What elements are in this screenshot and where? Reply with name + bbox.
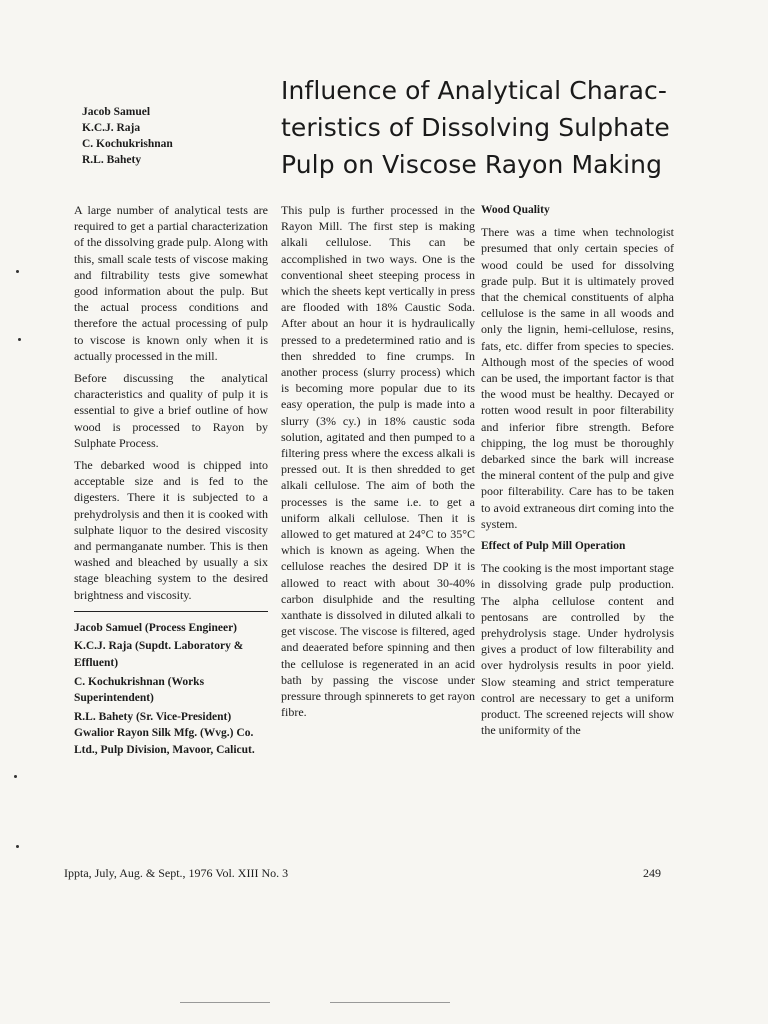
author-name: K.C.J. Raja: [82, 122, 141, 134]
author-list: [82, 104, 242, 168]
author-affiliations: [74, 620, 268, 759]
affiliation: Jacob Samuel (Process Engineer): [74, 621, 238, 634]
page-number: 249: [643, 866, 661, 880]
journal-citation: Ippta, July, Aug. & Sept., 1976 Vol. XIII No. 3: [64, 866, 289, 880]
column-2: [281, 202, 475, 727]
body-paragraph: The cooking is the most important stage in dissolving grade pulp production. The alpha cellulose content and pentosans are controlled by the prehydrolysis stage. Under hydrolysis gives a product of low filterability and over hydrolysis results in poor yield. Slow steaming and strict temperature control are necessary to get a uniform product. The screened rejects will show the uniformity of the: [481, 561, 674, 738]
column-1: [74, 202, 268, 761]
title-line: Influence of Analytical Charac-: [281, 76, 667, 105]
scan-speck: [16, 845, 19, 848]
affiliation: C. Kochukrishnan (Works Superintendent): [74, 675, 205, 705]
scan-speck: [14, 775, 17, 778]
scan-artifact-line: [180, 1002, 270, 1003]
author-name: Jacob Samuel: [82, 106, 151, 118]
affiliation: K.C.J. Raja (Supdt. Laboratory & Effluent): [74, 640, 244, 670]
title-line: teristics of Dissolving Sulphate: [281, 113, 670, 142]
affiliation: R.L. Bahety (Sr. Vice-President) Gwalior Rayon Silk Mfg. (Wvg.) Co. Ltd., Pulp Division, Mavoor, Calicut.: [74, 710, 255, 757]
article-title: [281, 72, 751, 183]
column-3: [481, 202, 674, 745]
body-paragraph: The debarked wood is chipped into acceptable size and is fed to the digesters. There it is subjected to a prehydrolysis and then it is cooked with sulphate liquor to the desired viscosity and permanganate number. This is then washed and bleached by usually a six stage bleaching system to the desired brightness and viscosity.: [74, 458, 268, 602]
scan-speck: [18, 338, 21, 341]
title-line: Pulp on Viscose Rayon Making: [281, 150, 663, 179]
divider: [74, 611, 268, 612]
body-paragraph: Before discussing the analytical characteristics and quality of pulp it is essential to give a brief outline of how wood is processed to Rayon by Sulphate Process.: [74, 371, 268, 450]
body-paragraph: There was a time when technologist presumed that only certain species of wood could be used for dissolving grade pulp. But it is ultimately proved that the chemical constituents of alpha cellulose is the same in all woods and only the lignin, hemi-cellulose, resins, fats, etc. differ from species to species. Although most of the species of wood can be used, the important factor is that the wood must be healthy. Decayed or rotten wood result in poor filterability and inferior fibre strength. Before chipping, the log must be thoroughly debarked since the bark will increase the mineral content of the pulp and give poor filterability. Care has to be taken to avoid extraneous dirt coming into the system.: [481, 225, 674, 531]
section-heading: Effect of Pulp Mill Operation: [481, 540, 626, 553]
section-heading: Wood Quality: [481, 204, 550, 216]
body-paragraph: This pulp is further processed in the Rayon Mill. The first step is making alkali cellulose. This can be accomplished in two ways. One is the conventional sheet steeping process in which the sheets kept vertically in press are flooded with 18% Caustic Soda. After about an hour it is hydraulically pressed to a predetermined ratio and is then shredded to fine crumps. In another process (slurry process) which is becoming more popular due to its easy operation, the pulp is made into a slurry (3% cy.) in 18% caustic soda solution, agitated and then pumped to a filtering press where the excess alkali is pressed out. It is then shredded to get alkali cellulose. The aim of both the processes is the same i.e. to get a uniform alkali cellulose. Then it is allowed to get matured at 24°C to 35°C which is known as ageing. When the cellulose reaches the desired DP it is allowed to react with about 30-40% carbon disulphide and the resulting xanthate is dissolved in diluted alkali to get viscose. The viscose is filtered, aged and deaerated before spinning and then the cellulose is regenerated in an acid bath by passing the viscose under pressure through spinnerets to get rayon fibre.: [281, 203, 475, 720]
body-paragraph: A large number of analytical tests are required to get a partial characterization of the dissolving grade pulp. Along with this, small scale tests of viscose making and filtrability tests give somewhat good information about the pulp. But the actual process conditions and therefore the actual processing of pulp to viscose is known only when it is actually processed in the mill.: [74, 203, 268, 363]
author-name: R.L. Bahety: [82, 154, 142, 166]
scan-artifact-line: [330, 1002, 450, 1003]
author-name: C. Kochukrishnan: [82, 138, 173, 150]
scan-speck: [16, 270, 19, 273]
